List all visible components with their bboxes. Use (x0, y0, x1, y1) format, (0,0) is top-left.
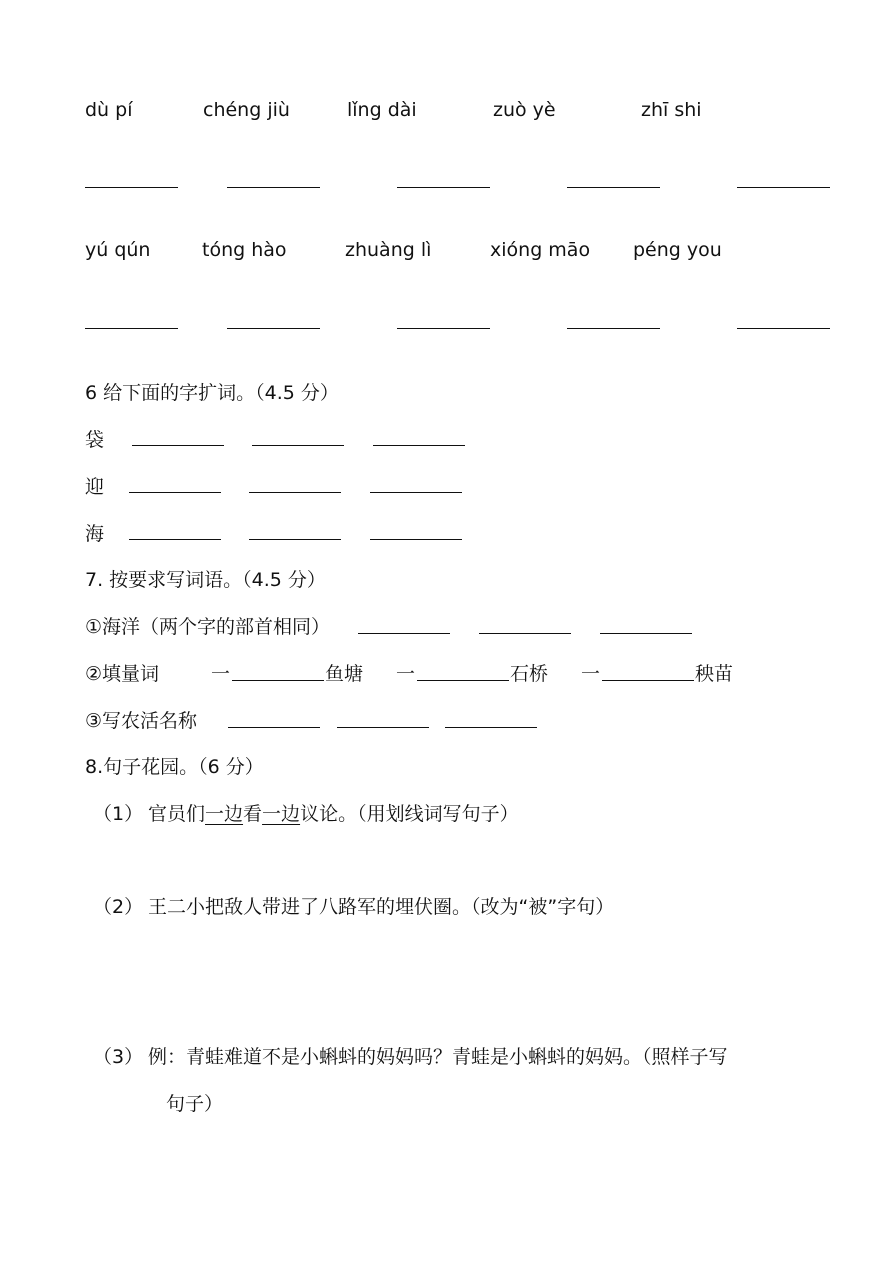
answer-blank[interactable] (85, 187, 178, 188)
answer-blank[interactable] (370, 539, 462, 540)
answer-blank[interactable] (227, 328, 320, 329)
answer-blank[interactable] (417, 680, 509, 681)
pinyin-3: lǐng dài (347, 99, 417, 121)
pinyin-4: zuò yè (493, 99, 556, 121)
answer-blank[interactable] (337, 727, 429, 728)
q6-title: 6 给下面的字扩词。（4.5 分） (85, 382, 339, 404)
answer-blank[interactable] (232, 680, 324, 681)
q8-s3-sentence: 例：青蛙难道不是小蝌蚪的妈妈吗？青蛙是小蝌蚪的妈妈。（照样子写 (148, 1046, 728, 1068)
answer-blank[interactable] (600, 633, 692, 634)
pinyin-10: péng you (633, 239, 722, 261)
answer-blank[interactable] (227, 187, 320, 188)
q7-word-yangmiao: 秧苗 (695, 663, 734, 685)
q8-s3-number: （3） (93, 1046, 144, 1068)
pinyin-6: yú qún (85, 239, 151, 261)
answer-blank[interactable] (370, 492, 462, 493)
q8-s2-number: （2） (93, 896, 144, 918)
underlined-word: 一边 (205, 803, 244, 825)
answer-blank[interactable] (479, 633, 571, 634)
q8-s1-part: 官员们 (148, 803, 206, 825)
pinyin-8: zhuàng lì (345, 239, 432, 261)
answer-blank[interactable] (445, 727, 537, 728)
q7-word-yutang: 鱼塘 (325, 663, 364, 685)
answer-blank[interactable] (373, 445, 465, 446)
q7-word-shiqiao: 石桥 (510, 663, 549, 685)
answer-blank[interactable] (129, 492, 221, 493)
answer-blank[interactable] (358, 633, 450, 634)
pinyin-5: zhī shi (641, 99, 702, 121)
q8-s1-part: 看 (243, 803, 263, 825)
answer-blank[interactable] (228, 727, 320, 728)
pinyin-1: dù pí (85, 99, 133, 121)
q6-char-hai: 海 (85, 523, 105, 545)
answer-blank[interactable] (737, 187, 830, 188)
answer-blank[interactable] (132, 445, 224, 446)
q7-item3-label: ③写农活名称 (85, 710, 198, 732)
q8-s3-continuation: 句子） (166, 1093, 224, 1115)
q8-title: 8.句子花园。（6 分） (85, 756, 264, 778)
answer-blank[interactable] (397, 187, 490, 188)
q7-item1-label: ①海洋（两个字的部首相同） (85, 616, 331, 638)
q7-title: 7. 按要求写词语。（4.5 分） (85, 569, 326, 591)
q8-s1-number: （1） (93, 803, 144, 825)
q8-s2-sentence: 王二小把敌人带进了八路军的埋伏圈。（改为“被”字句） (148, 896, 615, 918)
q7-yi-3: 一 (581, 663, 601, 685)
answer-blank[interactable] (129, 539, 221, 540)
pinyin-2: chéng jiù (203, 99, 290, 121)
answer-blank[interactable] (85, 328, 178, 329)
q6-char-dai: 袋 (85, 429, 105, 451)
q8-s1-sentence (148, 799, 519, 826)
answer-blank[interactable] (567, 187, 660, 188)
pinyin-9: xióng māo (490, 239, 591, 261)
answer-blank[interactable] (737, 328, 830, 329)
q7-item2-label: ②填量词 (85, 663, 160, 685)
answer-blank[interactable] (567, 328, 660, 329)
answer-blank[interactable] (397, 328, 490, 329)
answer-blank[interactable] (249, 492, 341, 493)
answer-blank[interactable] (252, 445, 344, 446)
answer-blank[interactable] (602, 680, 694, 681)
underlined-word: 一边 (262, 803, 301, 825)
answer-blank[interactable] (249, 539, 341, 540)
q6-char-ying: 迎 (85, 476, 105, 498)
pinyin-7: tóng hào (202, 239, 287, 261)
q7-yi-2: 一 (396, 663, 416, 685)
q8-s1-part: 议论。（用划线词写句子） (300, 803, 519, 825)
q7-yi-1: 一 (211, 663, 231, 685)
